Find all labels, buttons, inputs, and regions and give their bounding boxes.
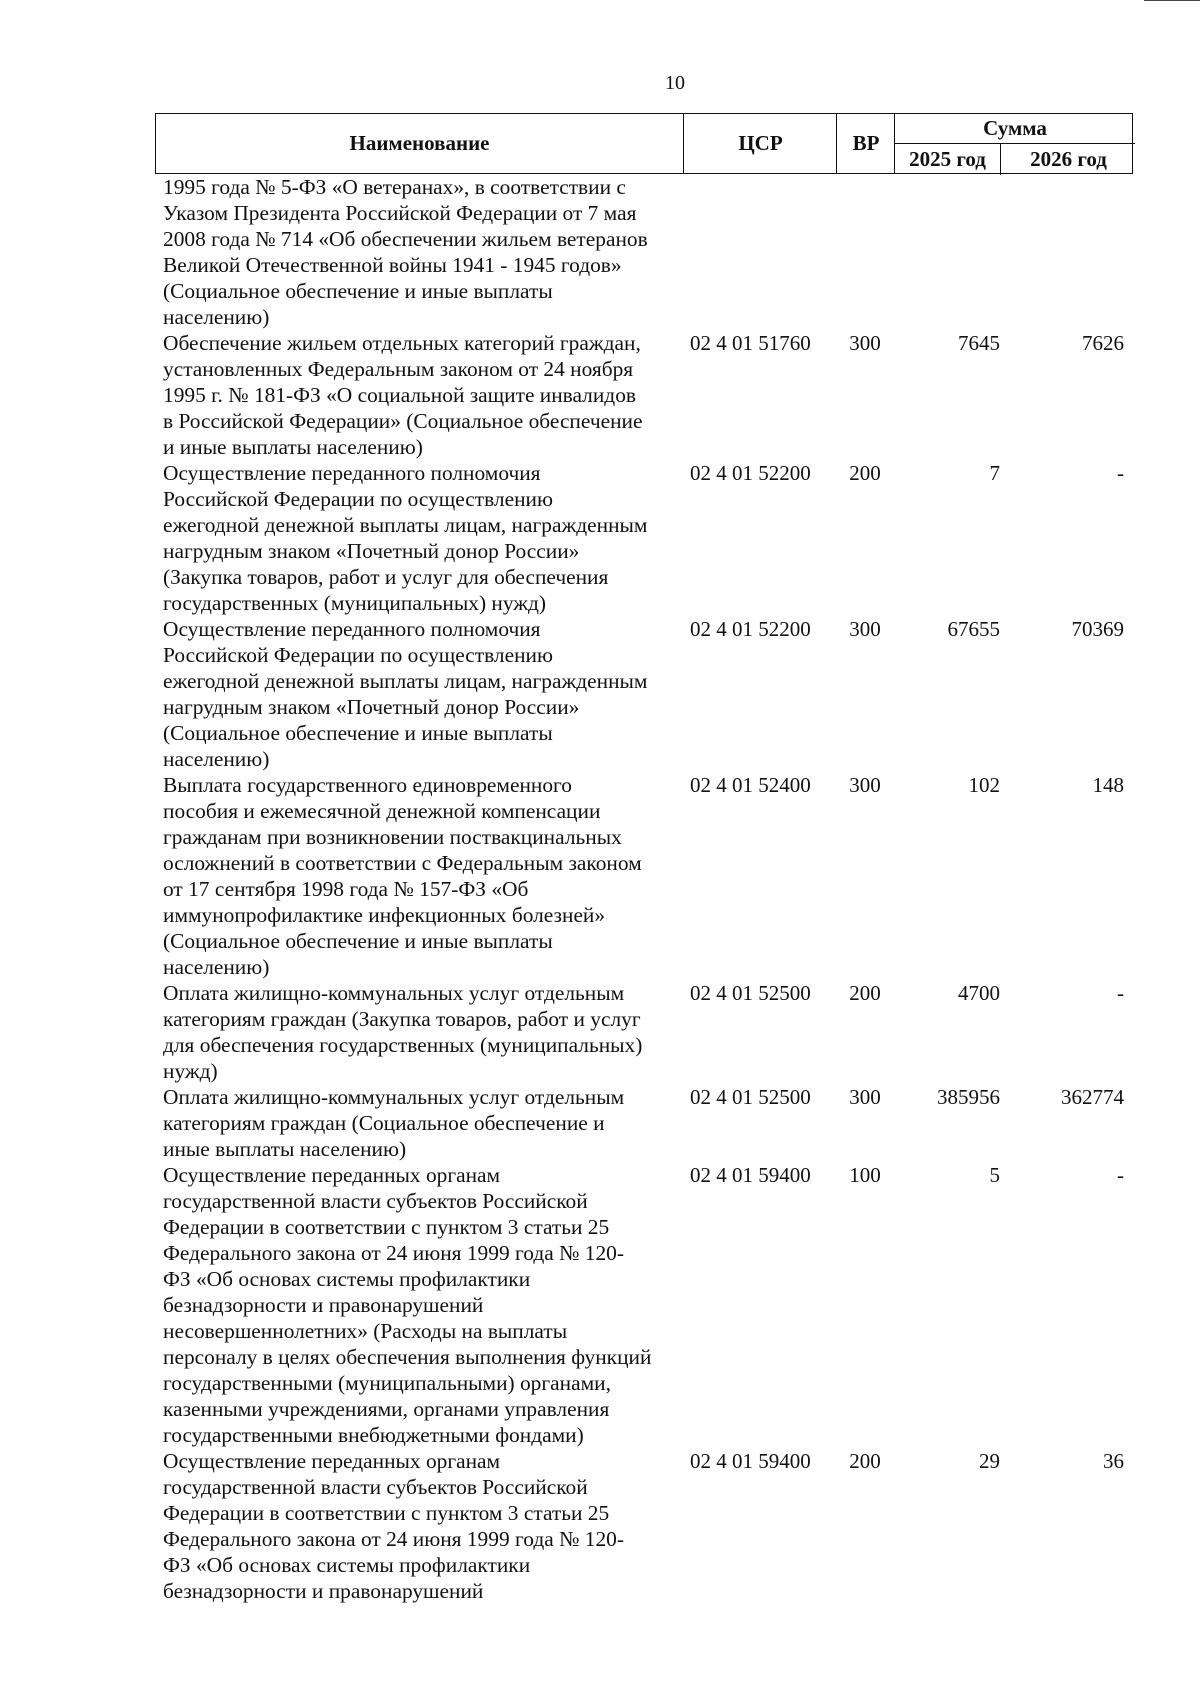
row-sum-2026: -	[1117, 981, 1124, 1005]
table-body	[0, 174, 1200, 1604]
row-name: Осуществление переданного полномочия Российской Федерации по осуществлению ежегодной денежной выплаты лицам, награжденным нагрудным знаком «Почетный донор России» (Закупка товаров, работ и услуг для обеспечения государственных (муниципальных) нужд)	[163, 461, 648, 615]
row-sum-2026: 36	[1103, 1449, 1124, 1473]
table-row	[0, 772, 1200, 980]
edge-line	[1144, 0, 1200, 3]
header-sum-group	[894, 114, 1135, 173]
table-header	[155, 113, 1133, 174]
row-sum-2025: 385956	[937, 1085, 1000, 1109]
row-sum-2026: -	[1117, 461, 1124, 485]
row-name: Обеспечение жильем отдельных категорий граждан, установленных Федеральным законом от 24 ноября 1995 г. № 181-ФЗ «О социальной защите инвалидов в Российской Федерации» (Социальное обеспечение и иные выплаты населению)	[163, 331, 643, 459]
table-row	[0, 616, 1200, 772]
row-name: Выплата государственного единовременного пособия и ежемесячной денежной компенсации гражданам при возникновении поствакцинальных осложнений в соответствии с Федеральным законом от 17 сентября 1998 года № 157-ФЗ «Об иммунопрофилактике инфекционных болезней» (Социальное обеспечение и иные выплаты населению)	[163, 773, 642, 979]
row-vr: 200	[849, 981, 881, 1005]
table-row	[0, 174, 1200, 330]
row-name: Осуществление переданных органам государственной власти субъектов Российской Федерации в соответствии с пунктом 3 статьи 25 Федерального закона от 24 июня 1999 года № 120- ФЗ «Об основах системы профилактики безнадзорности и правонарушений	[163, 1449, 625, 1603]
row-sum-2026: -	[1117, 1163, 1124, 1187]
table-row	[0, 1448, 1200, 1604]
row-csr: 02 4 01 59400	[690, 1449, 811, 1473]
row-name: Осуществление переданных органам государственной власти субъектов Российской Федерации в соответствии с пунктом 3 статьи 25 Федерального закона от 24 июня 1999 года № 120- ФЗ «Об основах системы профилактики безнадзорности и правонарушений несовершеннолетних» (Расходы на выплаты персоналу в целях обеспечения выполнения функций государственными (муниципальными) органами, казенными учреждениями, органами управления государственными внебюджетными фондами)	[163, 1163, 652, 1447]
row-sum-2026: 148	[1092, 773, 1124, 797]
table-row	[0, 980, 1200, 1084]
row-vr: 200	[849, 1449, 881, 1473]
row-csr: 02 4 01 52400	[690, 773, 811, 797]
table-row	[0, 1084, 1200, 1162]
row-sum-2025: 4700	[958, 981, 1000, 1005]
header-vr: ВР	[836, 114, 895, 173]
row-vr: 300	[849, 331, 881, 355]
row-csr: 02 4 01 51760	[690, 331, 811, 355]
header-sum: Сумма	[895, 114, 1135, 144]
row-sum-2026: 362774	[1061, 1085, 1124, 1109]
row-name: Осуществление переданного полномочия Российской Федерации по осуществлению ежегодной денежной выплаты лицам, награжденным нагрудным знаком «Почетный донор России» (Социальное обеспечение и иные выплаты населению)	[163, 617, 648, 771]
row-vr: 100	[849, 1163, 881, 1187]
table-row	[0, 330, 1200, 460]
row-name: 1995 года № 5-ФЗ «О ветеранах», в соответствии с Указом Президента Российской Федерации от 7 мая 2008 года № 714 «Об обеспечении жильем ветеранов Великой Отечественной войны 1941 - 1945 годов» (Социальное обеспечение и иные выплаты населению)	[163, 175, 648, 329]
row-sum-2025: 5	[989, 1163, 1000, 1187]
row-name: Оплата жилищно-коммунальных услуг отдельным категориям граждан (Социальное обеспечение и иные выплаты населению)	[163, 1085, 625, 1161]
row-sum-2025: 7645	[958, 331, 1000, 355]
header-year-2026: 2026 год	[1000, 144, 1136, 175]
row-sum-2025: 67655	[947, 617, 1000, 641]
page-number: 10	[665, 72, 685, 94]
row-csr: 02 4 01 52200	[690, 617, 811, 641]
row-vr: 300	[849, 617, 881, 641]
row-csr: 02 4 01 52500	[690, 981, 811, 1005]
header-year-2025: 2025 год	[909, 147, 986, 171]
row-sum-2025: 29	[979, 1449, 1000, 1473]
row-sum-2025: 102	[968, 773, 1000, 797]
row-vr: 300	[849, 1085, 881, 1109]
row-vr: 300	[849, 773, 881, 797]
table-row	[0, 460, 1200, 616]
table-row	[0, 1162, 1200, 1448]
row-vr: 200	[849, 461, 881, 485]
row-sum-2025: 7	[989, 461, 1000, 485]
row-sum-2026: 7626	[1082, 331, 1124, 355]
header-csr: ЦСР	[683, 114, 837, 173]
row-csr: 02 4 01 52200	[690, 461, 811, 485]
row-name: Оплата жилищно-коммунальных услуг отдельным категориям граждан (Закупка товаров, работ и услуг для обеспечения государственных (муниципальных) нужд)	[163, 981, 643, 1083]
row-csr: 02 4 01 59400	[690, 1163, 811, 1187]
row-sum-2026: 70369	[1071, 617, 1124, 641]
header-name: Наименование	[349, 131, 490, 155]
row-csr: 02 4 01 52500	[690, 1085, 811, 1109]
